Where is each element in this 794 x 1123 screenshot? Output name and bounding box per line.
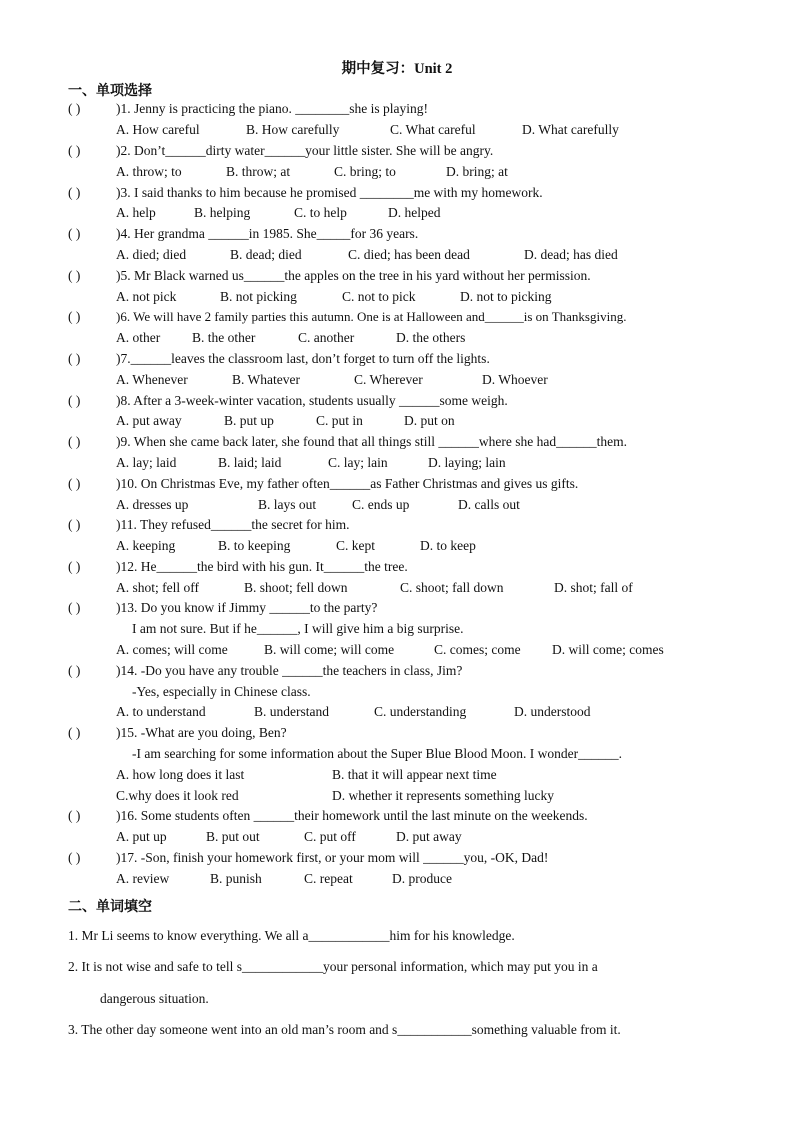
answer-paren[interactable]: ( )	[68, 143, 81, 158]
answer-paren[interactable]: ( )	[68, 434, 81, 449]
answer-paren[interactable]: ( )	[68, 559, 81, 574]
option-a[interactable]: A. put away	[116, 413, 182, 428]
question-13	[68, 600, 748, 616]
answer-paren[interactable]: ( )	[68, 309, 81, 324]
option-a[interactable]: A. dresses up	[116, 497, 189, 512]
option-a[interactable]: A. how long does it last	[116, 767, 245, 782]
option-d[interactable]: D. helped	[388, 205, 441, 220]
option-d[interactable]: D. laying; lain	[428, 455, 506, 470]
option-b[interactable]: B. laid; laid	[218, 455, 282, 470]
question-4	[68, 226, 748, 242]
option-d[interactable]: D. produce	[392, 871, 452, 886]
answer-paren[interactable]: ( )	[68, 268, 81, 283]
option-d[interactable]: D. will come; comes	[552, 642, 664, 657]
option-c[interactable]: C. kept	[336, 538, 375, 553]
question-stem: )8. After a 3-week-winter vacation, students usually ______some weigh.	[116, 393, 508, 408]
question-stem: )14. -Do you have any trouble ______the teachers in class, Jim?	[116, 663, 463, 678]
option-a[interactable]: A. died; died	[116, 247, 187, 262]
option-a[interactable]: A. help	[116, 205, 156, 220]
option-a[interactable]: A. put up	[116, 829, 167, 844]
option-c[interactable]: C. lay; lain	[328, 455, 388, 470]
option-b[interactable]: B. the other	[192, 330, 256, 345]
option-c[interactable]: C. Wherever	[354, 372, 423, 387]
option-d[interactable]: D. not to picking	[460, 289, 552, 304]
page-title: 期中复习：Unit 2	[341, 61, 453, 77]
option-c[interactable]: C. put in	[316, 413, 363, 428]
question-stem: )2. Don’t______dirty water______your little sister. She will be angry.	[116, 143, 494, 158]
question-stem: )9. When she came back later, she found that all things still ______where she had______them.	[116, 434, 627, 449]
question-stem: )6. We will have 2 family parties this autumn. One is at Halloween and______is on Thanksgiving.	[116, 309, 627, 324]
answer-paren[interactable]: ( )	[68, 663, 81, 678]
answer-paren[interactable]: ( )	[68, 185, 81, 200]
fill-question-2-continuation: dangerous situation.	[100, 991, 209, 1006]
question-1	[68, 101, 748, 117]
option-b[interactable]: B. understand	[254, 704, 329, 719]
option-d[interactable]: D. to keep	[420, 538, 476, 553]
answer-paren[interactable]: ( )	[68, 850, 81, 865]
question-stem: )17. -Son, finish your homework first, or your mom will ______you, -OK, Dad!	[116, 850, 549, 865]
option-c[interactable]: C. comes; come	[434, 642, 521, 657]
answer-paren[interactable]: ( )	[68, 101, 81, 116]
answer-paren[interactable]: ( )	[68, 725, 81, 740]
question-15	[68, 725, 748, 741]
question-16	[68, 808, 748, 824]
question-2	[68, 143, 748, 159]
question-17	[68, 850, 748, 866]
question-stem: )7.______leaves the classroom last, don’t forget to turn off the lights.	[116, 351, 490, 366]
question-stem: )4. Her grandma ______in 1985. She_____for 36 years.	[116, 226, 419, 241]
option-c[interactable]: C. ends up	[352, 497, 410, 512]
option-b[interactable]: B. put up	[224, 413, 274, 428]
option-b[interactable]: B. Whatever	[232, 372, 300, 387]
question-stem: )13. Do you know if Jimmy ______to the party?	[116, 600, 378, 615]
option-a[interactable]: A. How careful	[116, 122, 200, 137]
answer-paren[interactable]: ( )	[68, 351, 81, 366]
option-d[interactable]: D. whether it represents something lucky	[332, 788, 554, 803]
option-a[interactable]: A. to understand	[116, 704, 206, 719]
option-b[interactable]: B. that it will appear next time	[332, 767, 497, 782]
option-c[interactable]: C. repeat	[304, 871, 353, 886]
question-10	[68, 476, 748, 492]
option-b[interactable]: B. punish	[210, 871, 262, 886]
question-stem: )3. I said thanks to him because he promised ________me with my homework.	[116, 185, 543, 200]
option-a[interactable]: A. shot; fell off	[116, 580, 199, 595]
option-d[interactable]: D. What carefully	[522, 122, 619, 137]
option-a[interactable]: A. lay; laid	[116, 455, 177, 470]
answer-paren[interactable]: ( )	[68, 476, 81, 491]
fill-question-1: 1. Mr Li seems to know everything. We all a____________him for his knowledge.	[68, 928, 515, 943]
option-c[interactable]: C. What careful	[390, 122, 476, 137]
option-a[interactable]: A. other	[116, 330, 161, 345]
option-d[interactable]: D. calls out	[458, 497, 520, 512]
option-d[interactable]: D. put away	[396, 829, 462, 844]
question-stem: )15. -What are you doing, Ben?	[116, 725, 287, 740]
option-c[interactable]: C. died; has been dead	[348, 247, 470, 262]
answer-paren[interactable]: ( )	[68, 517, 81, 532]
option-c[interactable]: C. to help	[294, 205, 347, 220]
question-stem: )5. Mr Black warned us______the apples on the tree in his yard without her permission.	[116, 268, 591, 283]
question-14	[68, 663, 748, 679]
question-11	[68, 517, 748, 533]
option-c[interactable]: C.why does it look red	[116, 788, 239, 803]
fill-question-3: 3. The other day someone went into an old man’s room and s___________something valuable from it.	[68, 1022, 621, 1037]
option-b[interactable]: B. will come; will come	[264, 642, 395, 657]
question-9	[68, 434, 748, 450]
option-a[interactable]: A. keeping	[116, 538, 176, 553]
fill-question-2: 2. It is not wise and safe to tell s____________your personal information, which may put you in a	[68, 959, 598, 974]
option-a[interactable]: A. comes; will come	[116, 642, 228, 657]
option-d[interactable]: D. bring; at	[446, 164, 508, 179]
option-b[interactable]: B. not picking	[220, 289, 297, 304]
option-a[interactable]: A. not pick	[116, 289, 177, 304]
section-heading-multiple-choice: 一、单项选择	[68, 84, 152, 99]
question-6	[68, 309, 748, 325]
option-b[interactable]: B. How carefully	[246, 122, 340, 137]
option-c[interactable]: C. another	[298, 330, 355, 345]
answer-paren[interactable]: ( )	[68, 226, 81, 241]
question-5	[68, 268, 748, 284]
question-7	[68, 351, 748, 367]
option-b[interactable]: B. throw; at	[226, 164, 291, 179]
question-stem: )1. Jenny is practicing the piano. ________she is playing!	[116, 101, 428, 116]
answer-paren[interactable]: ( )	[68, 393, 81, 408]
question-14-reply: -Yes, especially in Chinese class.	[132, 684, 311, 699]
option-b[interactable]: B. dead; died	[230, 247, 302, 262]
option-c[interactable]: C. not to pick	[342, 289, 416, 304]
option-d[interactable]: D. put on	[404, 413, 455, 428]
option-a[interactable]: A. review	[116, 871, 170, 886]
question-3	[68, 185, 748, 201]
option-b[interactable]: B. helping	[194, 205, 251, 220]
question-15-reply: -I am searching for some information about the Super Blue Blood Moon. I wonder______.	[132, 746, 623, 761]
option-a[interactable]: A. Whenever	[116, 372, 188, 387]
option-d[interactable]: D. the others	[396, 330, 466, 345]
option-d[interactable]: D. understood	[514, 704, 591, 719]
question-13-reply: I am not sure. But if he______, I will give him a big surprise.	[132, 621, 464, 636]
option-b[interactable]: B. put out	[206, 829, 260, 844]
answer-paren[interactable]: ( )	[68, 600, 81, 615]
option-d[interactable]: D. dead; has died	[524, 247, 618, 262]
option-d[interactable]: D. Whoever	[482, 372, 548, 387]
option-d[interactable]: D. shot; fall of	[554, 580, 633, 595]
section-heading-word-fill: 二、单词填空	[68, 900, 152, 915]
option-c[interactable]: C. shoot; fall down	[400, 580, 504, 595]
question-stem: )12. He______the bird with his gun. It______the tree.	[116, 559, 408, 574]
option-b[interactable]: B. to keeping	[218, 538, 291, 553]
option-c[interactable]: C. understanding	[374, 704, 467, 719]
question-stem: )10. On Christmas Eve, my father often______as Father Christmas and gives us gifts.	[116, 476, 579, 491]
option-b[interactable]: B. lays out	[258, 497, 317, 512]
option-a[interactable]: A. throw; to	[116, 164, 182, 179]
option-b[interactable]: B. shoot; fell down	[244, 580, 348, 595]
question-8	[68, 393, 748, 409]
question-stem: )16. Some students often ______their homework until the last minute on the weekends.	[116, 808, 588, 823]
answer-paren[interactable]: ( )	[68, 808, 81, 823]
option-c[interactable]: C. put off	[304, 829, 356, 844]
question-12	[68, 559, 748, 575]
option-c[interactable]: C. bring; to	[334, 164, 396, 179]
question-stem: )11. They refused______the secret for him.	[116, 517, 350, 532]
